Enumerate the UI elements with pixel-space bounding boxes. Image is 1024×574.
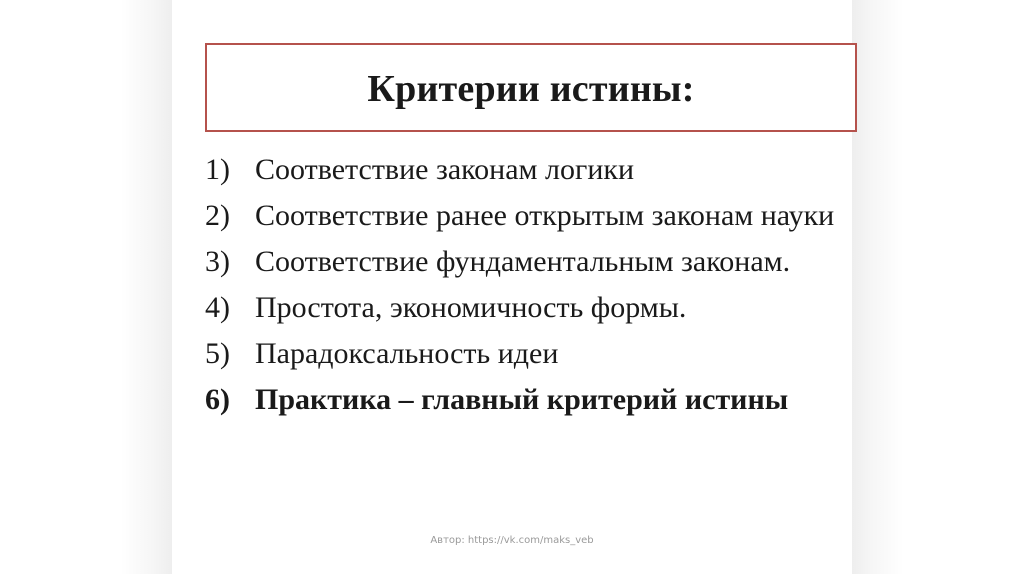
- list-item-text: Практика – главный критерий истины: [255, 383, 789, 416]
- author-footer: Автор: https://vk.com/maks_veb: [430, 535, 594, 546]
- criteria-list: [205, 150, 845, 426]
- list-item: [205, 242, 845, 282]
- list-item-text: Соответствие фундаментальным законам.: [255, 245, 791, 278]
- list-item-number: 5): [205, 337, 230, 370]
- list-item-number: 3): [205, 245, 230, 278]
- list-item-number: 6): [205, 383, 230, 416]
- list-item: [205, 288, 845, 328]
- list-item: [205, 150, 845, 190]
- list-item-emphasized: [205, 380, 845, 420]
- list-item-number: 4): [205, 291, 230, 324]
- list-item-text: Соответствие ранее открытым законам науки: [255, 199, 835, 232]
- list-item-number: 1): [205, 153, 230, 186]
- title-box: [205, 43, 857, 132]
- list-item: [205, 334, 845, 374]
- list-item-text: Соответствие законам логики: [255, 153, 634, 186]
- slide-shadow-right: [850, 0, 904, 574]
- slide-shadow-left: [120, 0, 174, 574]
- list-item-text: Парадоксальность идеи: [255, 337, 559, 370]
- list-item-number: 2): [205, 199, 230, 232]
- slide-title: Критерии истины:: [367, 67, 695, 110]
- list-item-text: Простота, экономичность формы.: [255, 291, 687, 324]
- list-item: [205, 196, 845, 236]
